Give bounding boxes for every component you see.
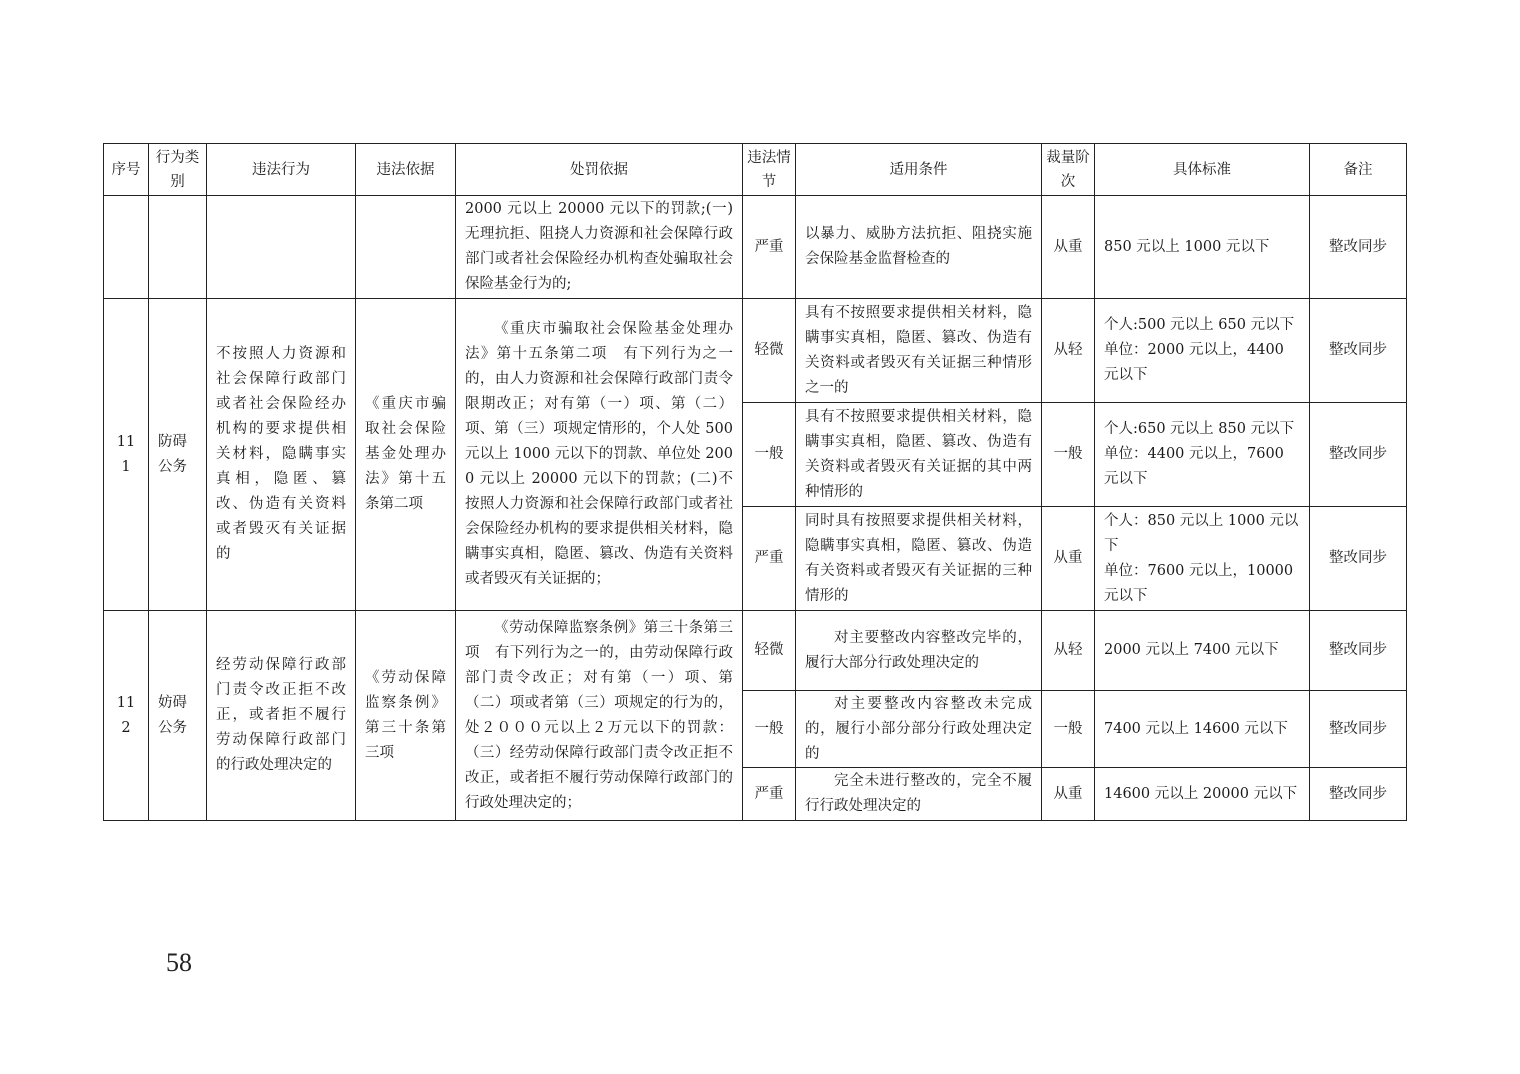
table-row bbox=[104, 611, 1407, 691]
cell-conditions: 以暴力、威胁方法抗拒、阻挠实施会保险基金监督检查的 bbox=[796, 196, 1042, 299]
cell-remarks: 整改同步 bbox=[1310, 196, 1407, 299]
cell-standard bbox=[1095, 299, 1310, 403]
cell-standard bbox=[1095, 507, 1310, 611]
cell-standard: 7400 元以上 14600 元以下 bbox=[1095, 691, 1310, 768]
table-header-row bbox=[104, 144, 1407, 196]
cell-level: 从重 bbox=[1042, 507, 1095, 611]
standard-individual: 个人：850 元以上 1000 元以下 bbox=[1104, 512, 1299, 554]
cell-remarks: 整改同步 bbox=[1310, 403, 1407, 507]
cell-level: 从重 bbox=[1042, 768, 1095, 821]
cell-standard bbox=[1095, 403, 1310, 507]
header-penalty-basis: 处罚依据 bbox=[456, 144, 743, 196]
cell-remarks: 整改同步 bbox=[1310, 299, 1407, 403]
cell-conditions: 完全未进行整改的，完全不履行行政处理决定的 bbox=[796, 768, 1042, 821]
cell-standard: 2000 元以上 7400 元以下 bbox=[1095, 611, 1310, 691]
cell-legal-basis: 《重庆市骗取社会保险基金处理办法》第十五条第二项 bbox=[356, 299, 456, 611]
cell-standard: 14600 元以上 20000 元以下 bbox=[1095, 768, 1310, 821]
header-circumstance: 违法情节 bbox=[743, 144, 796, 196]
cell-seq: 112 bbox=[104, 611, 149, 821]
cell-violation: 不按照人力资源和社会保障行政部门或者社会保险经办机构的要求提供相关材料，隐瞒事实真相，隐匿、篡改、伪造有关资料或者毁灭有关证据的 bbox=[207, 299, 356, 611]
cell-penalty-basis: 2000 元以上 20000 元以下的罚款;(一)无理抗拒、阻挠人力资源和社会保障行政部门或者社会保险经办机构查处骗取社会保险基金行为的; bbox=[456, 196, 743, 299]
cell-penalty-basis: 《重庆市骗取社会保险基金处理办法》第十五条第二项 有下列行为之一的，由人力资源和社会保障行政部门责令限期改正；对有第（一）项、第（二）项、第（三）项规定情形的，个人处 500 元以上 1000 元以下的罚款、单位处 2000 元以上 20000 元以下的罚款；(二)不按照人力资源和社会保障行政部门或者社会保险经办机构的要求提供相关材料，隐瞒事实真相，隐匿、篡改、伪造有关资料或者毁灭有关证据的； bbox=[456, 299, 743, 611]
cell-category: 妨碍公务 bbox=[149, 611, 207, 821]
cell-remarks: 整改同步 bbox=[1310, 691, 1407, 768]
cell-penalty-basis: 《劳动保障监察条例》第三十条第三项 有下列行为之一的，由劳动保障行政部门责令改正；对有第（一）项、第（二）项或者第（三）项规定的行为的，处２０００元以上２万元以下的罚款：（三）经劳动保障行政部门责令改正拒不改正，或者拒不履行劳动保障行政部门的行政处理决定的； bbox=[456, 611, 743, 821]
header-level: 裁量阶次 bbox=[1042, 144, 1095, 196]
cell-level: 一般 bbox=[1042, 403, 1095, 507]
cell-level: 一般 bbox=[1042, 691, 1095, 768]
cell-violation: 经劳动保障行政部门责令改正拒不改正，或者拒不履行劳动保障行政部门的行政处理决定的 bbox=[207, 611, 356, 821]
cell-empty bbox=[104, 196, 149, 299]
penalty-table bbox=[103, 143, 1407, 821]
standard-unit: 单位：4400 元以上，7600 元以下 bbox=[1104, 446, 1284, 487]
cell-empty bbox=[149, 196, 207, 299]
cell-standard: 850 元以上 1000 元以下 bbox=[1095, 196, 1310, 299]
cell-empty bbox=[207, 196, 356, 299]
cell-circumstance: 轻微 bbox=[743, 611, 796, 691]
page-number: 58 bbox=[166, 948, 192, 977]
table-row bbox=[104, 196, 1407, 299]
header-seq: 序号 bbox=[104, 144, 149, 196]
standard-individual: 个人:500 元以上 650 元以下 bbox=[1104, 317, 1295, 333]
header-category: 行为类别 bbox=[149, 144, 207, 196]
cell-category: 防碍公务 bbox=[149, 299, 207, 611]
cell-level: 从轻 bbox=[1042, 299, 1095, 403]
cell-remarks: 整改同步 bbox=[1310, 768, 1407, 821]
header-remarks: 备注 bbox=[1310, 144, 1407, 196]
cell-seq: 111 bbox=[104, 299, 149, 611]
cell-empty bbox=[356, 196, 456, 299]
standard-unit: 单位：7600 元以上，10000 元以下 bbox=[1104, 562, 1294, 604]
cell-circumstance: 一般 bbox=[743, 403, 796, 507]
header-standard: 具体标准 bbox=[1095, 144, 1310, 196]
standard-individual: 个人:650 元以上 850 元以下 bbox=[1104, 421, 1295, 437]
cell-remarks: 整改同步 bbox=[1310, 611, 1407, 691]
standard-unit: 单位：2000 元以上，4400 元以下 bbox=[1104, 342, 1284, 383]
cell-legal-basis: 《劳动保障监察条例》第三十条第三项 bbox=[356, 611, 456, 821]
cell-conditions: 具有不按照要求提供相关材料，隐瞒事实真相，隐匿、篡改、伪造有关资料或者毁灭有关证据的其中两种情形的 bbox=[796, 403, 1042, 507]
header-conditions: 适用条件 bbox=[796, 144, 1042, 196]
cell-remarks: 整改同步 bbox=[1310, 507, 1407, 611]
header-violation: 违法行为 bbox=[207, 144, 356, 196]
cell-circumstance: 轻微 bbox=[743, 299, 796, 403]
cell-conditions: 对主要整改内容整改未完成的，履行小部分部分行政处理决定的 bbox=[796, 691, 1042, 768]
cell-level: 从重 bbox=[1042, 196, 1095, 299]
cell-conditions: 具有不按照要求提供相关材料，隐瞒事实真相，隐匿、篡改、伪造有关资料或者毁灭有关证据三种情形之一的 bbox=[796, 299, 1042, 403]
header-legal-basis: 违法依据 bbox=[356, 144, 456, 196]
table-row bbox=[104, 299, 1407, 403]
cell-circumstance: 一般 bbox=[743, 691, 796, 768]
cell-circumstance: 严重 bbox=[743, 196, 796, 299]
cell-conditions: 同时具有按照要求提供相关材料，隐瞒事实真相，隐匿、篡改、伪造有关资料或者毁灭有关证据的三种情形的 bbox=[796, 507, 1042, 611]
cell-circumstance: 严重 bbox=[743, 768, 796, 821]
cell-conditions: 对主要整改内容整改完毕的，履行大部分行政处理决定的 bbox=[796, 611, 1042, 691]
cell-circumstance: 严重 bbox=[743, 507, 796, 611]
cell-level: 从轻 bbox=[1042, 611, 1095, 691]
